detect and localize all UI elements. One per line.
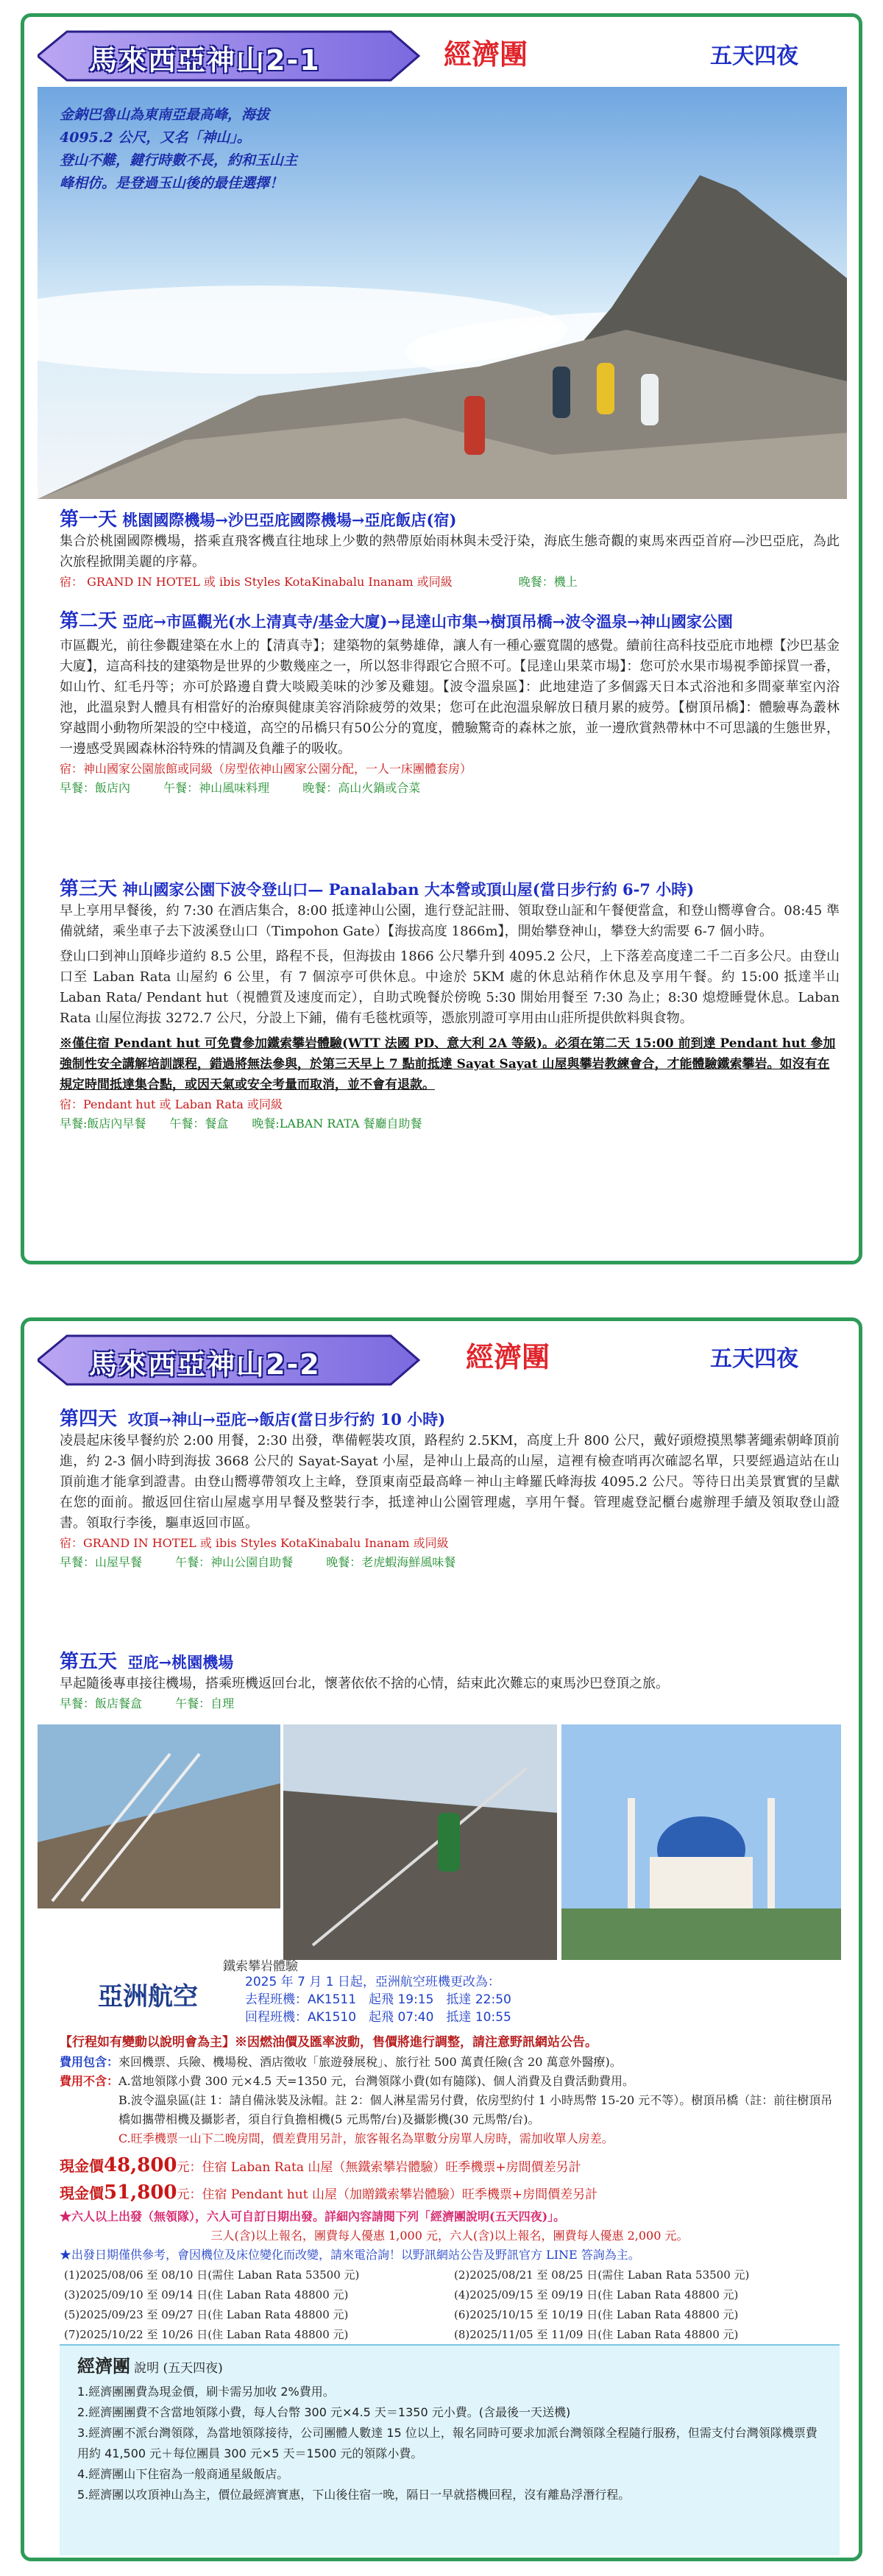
pricing-section bbox=[60, 2032, 840, 2364]
title-banner bbox=[38, 30, 420, 82]
day-description-2: 登山口到神山頂峰步道約 8.5 公里，路程不長，但海拔由 1866 公尺攀升到 4095.2 公尺，上下落差高度達二千二百多公尺。由登山口至 Laban Rata 山屋約 6 公里，有 7 個涼亭可供休息。中途於 5KM 處的休息站稍作休息及享用午餐。約 15:00 抵達半山 Laban Rata/ Pendant hut（視體質及速度而定），自助式晚餐於傍晚 5:30 開始用餐至 7:30 為止；8:30 熄燈睡覺休息。Laban Rata 山屋位海拔 3272.7 公尺，分設上下鋪，備有毛毯枕頭等，憑旅別證可享用由山莊所提供飲料與食物。 bbox=[60, 949, 840, 1026]
price-value-pendant: 51,800 bbox=[104, 2182, 177, 2204]
economy-label: 經濟團 bbox=[444, 38, 528, 71]
note-item: 3.經濟團不派台灣領隊，為當地領隊接待，公司團體人數達 15 位以上，報名同時可要求加派台灣領隊全程隨行服務，但需支付台灣領隊機票費用約 41,500 元＋每位團員 300 元×5 天＝1500 元的領隊小費。 bbox=[77, 2426, 818, 2460]
day-route: 亞庇→市區觀光(水上清真寺/基金大廈)→昆達山市集→樹頂吊橋→波令溫泉→神山國家公園 bbox=[122, 612, 733, 631]
notes-title: 經濟團 bbox=[77, 2356, 130, 2377]
table-row bbox=[60, 2304, 840, 2324]
day-description: 凌晨起床後早餐約於 2:00 用餐，2:30 出發，準備輕裝攻頂，路程約 2.5KM，高度上升 800 公尺，戴好頭燈摸黑攀著繩索朝峰頂前進，約 2-3 個小時到海拔 3668 公尺的 Sayat-Sayat 小屋，是神山上最高的山屋，這裡有檢查哨再次確認名單，只要經過這站在山頂前進才能拿到證書。由登山嚮導帶領攻上主峰，登頂東南亞最高峰－神山主峰羅氏峰海拔 4095.2 公尺。等待日出美景實實的呈獻在您的面前。撤返回住宿山屋處享用早餐及整裝行李，抵達神山公園管理處，享用午餐。管理處登記櫃台處辦理手續及領取登山證書。領取行李後，驅車返回市區。 bbox=[60, 1433, 840, 1531]
day-description: 集合於桃園國際機場，搭乘直飛客機直往地球上少數的熱帶原始雨林與未受汙染，海底生態奇觀的東馬來西亞首府—沙巴亞庇，為此次旅程掀開美麗的序幕。 bbox=[60, 534, 840, 570]
meal-breakfast: 早餐：山屋早餐 bbox=[60, 1555, 143, 1569]
price-detail: 元：住宿 Laban Rata 山屋（無鐵索攀岩體驗）旺季機票+房間價差另計 bbox=[177, 2160, 581, 2175]
date-disclaimer: ★出發日期僅供參考，會因機位及床位變化而改變，請來電洽詢！以野訊網站公告及野訊官方 LINE 答詢為主。 bbox=[60, 2248, 640, 2262]
climbing-photo-2 bbox=[283, 1724, 557, 1960]
meal-dinner: 晚餐：高山火鍋或合菜 bbox=[302, 781, 421, 795]
day-description: 市區觀光，前往參觀建築在水上的【清真寺】；建築物的氣勢雄偉，讓人有一種心靈寬闊的感覺。續前往高科技亞庇市地標【沙巴基金大廈】，這高科技的建築物是世界的少數幾座之一，所以怒非得跟它合照不可。【昆達山果菜市場】：您可於水果市場視季節採買一番，如山竹、紅毛丹等；亦可於路邊自費大啖殿美味的沙爹及雞翅。【波令溫泉區】：此地建造了多個露天日本式浴池和多間豪華室內浴池，此溫泉對人體具有相當好的治療與健康美容消除疲勞的效果；您可在此泡溫泉解放日積月累的疲勞。【樹頂吊橋】：體驗專為叢林穿越間小動物所架設的空中棧道，高空的吊橋只有50公分的寬度，體驗驚奇的森林之旅，並一邊欣賞熱帶林中不可思議的生態世界，一邊感受異國森林浴特殊的情調及負離子的吸收。 bbox=[60, 638, 840, 757]
excluded-label: 費用不含： bbox=[60, 2074, 119, 2088]
price-label: 現金價 bbox=[60, 2157, 104, 2175]
excluded-b: B.波令溫泉區(註 1：請自備泳裝及泳帽。註 2：個人淋星需另付費，依房型約付 1 小時馬幣 15-20 元不等）。樹頂吊橋（註：前往樹頂吊橋如攜帶相機及攝影者，須自行負擔相機(5 元馬幣/台)及攝影機(30 元馬幣/台)。 bbox=[118, 2093, 833, 2126]
price-value-laban: 48,800 bbox=[104, 2154, 177, 2176]
outbound-flight: 去程班機：AK1511 起飛 19:15 抵達 22:50 bbox=[245, 1992, 511, 2007]
warning-note: ※僅住宿 Pendant hut 可免費參加鐵索攀岩體驗(WTT 法國 PD、意大利 2A 等級)。必須在第二天 15:00 前到達 Pendant hut 參加強制性安全講解培訓課程，錯過將無法參與，於第三天早上 7 點前抵達 Sayat Sayat 山屋與攀岩教練會合，才能體驗鐵索攀岩。如沒有在規定時間抵達集合點，或因天氣或安全考量而取消，並不會有退款。 bbox=[60, 1036, 836, 1092]
date-cell: (5)2025/09/23 至 09/27 日(住 Laban Rata 48800 元) bbox=[64, 2308, 349, 2321]
photo-label: 鐵索攀岩體驗 bbox=[223, 1959, 298, 1974]
date-cell: (8)2025/11/05 至 11/09 日(住 Laban Rata 48800 元) bbox=[454, 2328, 739, 2341]
date-cell: (6)2025/10/15 至 10/19 日(住 Laban Rata 48800 元) bbox=[454, 2308, 739, 2321]
economy-label: 經濟團 bbox=[466, 1341, 550, 1373]
notes-list bbox=[60, 2377, 840, 2510]
note-item: 2.經濟團團費不含當地領隊小費，每人台幣 300 元×4.5 天＝1350 元小費。(含最後一天送機) bbox=[77, 2405, 571, 2419]
title-banner bbox=[38, 1334, 420, 1386]
table-row bbox=[60, 2265, 840, 2285]
price-detail: 元：住宿 Pendant hut 山屋（加贈鐵索攀岩體驗）旺季機票+房間價差另計 bbox=[177, 2187, 598, 2202]
excluded-c: C.旺季機票一山下二晚房間，價差費用另計，旅客報名為單數分房單人房時，需加收單人房差。 bbox=[118, 2131, 614, 2145]
return-flight: 回程班機：AK1510 起飛 07:40 抵達 10:55 bbox=[245, 2010, 511, 2025]
date-cell: (7)2025/10/22 至 10/26 日(住 Laban Rata 48800 元) bbox=[64, 2328, 349, 2341]
price-label: 現金價 bbox=[60, 2184, 104, 2202]
flight-update-note: 2025 年 7 月 1 日起，亞洲航空班機更改為： bbox=[245, 1975, 500, 1989]
note-item: 5.經濟團以攻頂神山為主，價位最經濟實惠，下山後住宿一晚，隔日一早就搭機回程，沒有離島浮潛行程。 bbox=[77, 2488, 631, 2502]
day-meals: 早餐:飯店內早餐 午餐：餐盒 晚餐:LABAN RATA 餐廳自助餐 bbox=[60, 1117, 422, 1130]
flight-info bbox=[245, 1973, 511, 2026]
airline-logo: 亞洲航空 bbox=[98, 1982, 198, 2011]
meal-lunch: 午餐：神山風味料理 bbox=[163, 781, 270, 795]
mosque-photo bbox=[561, 1724, 841, 1960]
day2-section bbox=[60, 610, 840, 798]
caption-line: 登山不難，鍵行時數不長，約和玉山主 bbox=[60, 152, 298, 169]
caption-line: 金鈉巴魯山為東南亞最高峰，海拔 bbox=[60, 107, 270, 123]
included-text: 來回機票、兵險、機場稅、酒店徵收「旅遊發展稅」、旅行社 500 萬責任險(含 20 萬意外醫療)。 bbox=[118, 2055, 622, 2069]
day-meals bbox=[60, 1553, 840, 1572]
day-label: 第一天 bbox=[60, 509, 118, 531]
day-meals bbox=[60, 779, 840, 798]
day-route: 神山國家公園下波令登山口— Panalaban 大本營或頂山屋(當日步行約 6-7 小時) bbox=[122, 880, 695, 899]
day-hotel: 宿： GRAND IN HOTEL 或 ibis Styles KotaKinabalu Inanam 或同級 bbox=[60, 575, 453, 589]
economy-notes-box bbox=[60, 2344, 840, 2555]
discount-note: 三人(含)以上報名，團費每人優惠 1,000 元，六人(含)以上報名，團費每人優惠 2,000 元。 bbox=[210, 2229, 689, 2243]
duration-label: 五天四夜 bbox=[710, 1346, 798, 1372]
note-item: 1.經濟團團費為現金價，刷卡需另加收 2%費用。 bbox=[77, 2385, 335, 2399]
day-route: 桃園國際機場→沙巴亞庇國際機場→亞庇飯店(宿) bbox=[122, 511, 457, 529]
price-notice: 【行程如有變動以說明會為主】※因燃油價及匯率波動，售價將進行調整，請注意野訊網站公告。 bbox=[60, 2035, 597, 2050]
page-title: 馬來西亞神山2-1 bbox=[89, 44, 321, 77]
date-cell: (3)2025/09/10 至 09/14 日(住 Laban Rata 48800 元) bbox=[64, 2288, 349, 2301]
day5-section bbox=[60, 1651, 840, 1713]
day-meals bbox=[60, 1694, 840, 1713]
day-hotel: 宿：Pendant hut 或 Laban Rata 或同級 bbox=[60, 1097, 283, 1111]
included-label: 費用包含： bbox=[60, 2055, 119, 2069]
meal-breakfast: 早餐：飯店餐盒 bbox=[60, 1696, 143, 1710]
day4-section bbox=[60, 1408, 840, 1572]
day-meal: 晚餐：機上 bbox=[518, 575, 578, 589]
caption-line: 4095.2 公尺，又名「神山」。 bbox=[60, 130, 251, 146]
meal-breakfast: 早餐：飯店內 bbox=[60, 781, 131, 795]
climbing-photo-1 bbox=[38, 1724, 280, 1908]
day1-section bbox=[60, 509, 840, 592]
duration-label: 五天四夜 bbox=[710, 43, 798, 69]
caption-line: 峰相仿。是登過玉山後的最佳選擇！ bbox=[60, 175, 284, 191]
day-label: 第五天 bbox=[60, 1651, 118, 1673]
excluded-a: A.當地領隊小費 300 元×4.5 天=1350 元，台灣領隊小費(如有隨隊)、個人消費及自費活動費用。 bbox=[118, 2074, 635, 2088]
note-item: 4.經濟團山下住宿為一般商通星級飯店。 bbox=[77, 2467, 289, 2481]
day-route: 亞庇→桃園機場 bbox=[127, 1653, 234, 1671]
day3-section bbox=[60, 878, 840, 1133]
itinerary-page-2 bbox=[21, 1317, 862, 2561]
day-hotel: 宿：神山國家公園旅館或同級（房型依神山國家公園分配，一人一床團體套房） bbox=[60, 762, 472, 776]
itinerary-page-1 bbox=[21, 13, 862, 1264]
table-row bbox=[60, 2324, 840, 2344]
day-route: 攻頂→神山→亞庇→飯店(當日步行約 10 小時) bbox=[127, 1410, 446, 1429]
page-title: 馬來西亞神山2-2 bbox=[89, 1348, 321, 1381]
day-label: 第四天 bbox=[60, 1408, 118, 1430]
group-note: ★六人以上出發（無領隊），六人可自訂日期出發。詳細內容請閱下列「經濟團說明(五天四夜)」。 bbox=[60, 2209, 566, 2223]
date-cell: (2)2025/08/21 至 08/25 日(需住 Laban Rata 53500 元) bbox=[454, 2268, 750, 2282]
date-cell: (1)2025/08/06 至 08/10 日(需住 Laban Rata 53500 元) bbox=[64, 2268, 360, 2282]
meal-dinner: 晚餐：老虎蝦海鮮風味餐 bbox=[326, 1555, 456, 1569]
table-row bbox=[60, 2285, 840, 2304]
date-cell: (4)2025/09/15 至 09/19 日(住 Laban Rata 48800 元) bbox=[454, 2288, 739, 2301]
day-description: 早起隨後專車接往機場，搭乘班機返回台北，懷著依依不捨的心情，結束此次難忘的東馬沙巴登頂之旅。 bbox=[60, 1676, 669, 1691]
day-label: 第二天 bbox=[60, 610, 118, 632]
meal-lunch: 午餐：神山公園自助餐 bbox=[175, 1555, 294, 1569]
day-label: 第三天 bbox=[60, 878, 118, 900]
day-hotel: 宿：GRAND IN HOTEL 或 ibis Styles KotaKinabalu Inanam 或同級 bbox=[60, 1536, 449, 1550]
notes-subtitle: 說明 (五天四夜) bbox=[134, 2361, 223, 2376]
meal-lunch: 午餐：自理 bbox=[175, 1696, 235, 1710]
photo-caption bbox=[60, 104, 405, 195]
day-description: 早上享用早餐後，約 7:30 在酒店集合，8:00 抵達神山公園，進行登記註冊、領取登山証和午餐便當盒，和登山嚮導會合。08:45 準備就緒，乘坐車子去下波溪登山口（Timpohon Gate）【海拔高度 1866m】，開始攀登神山，攀登大約需要 6-7 個小時。 bbox=[60, 903, 840, 939]
